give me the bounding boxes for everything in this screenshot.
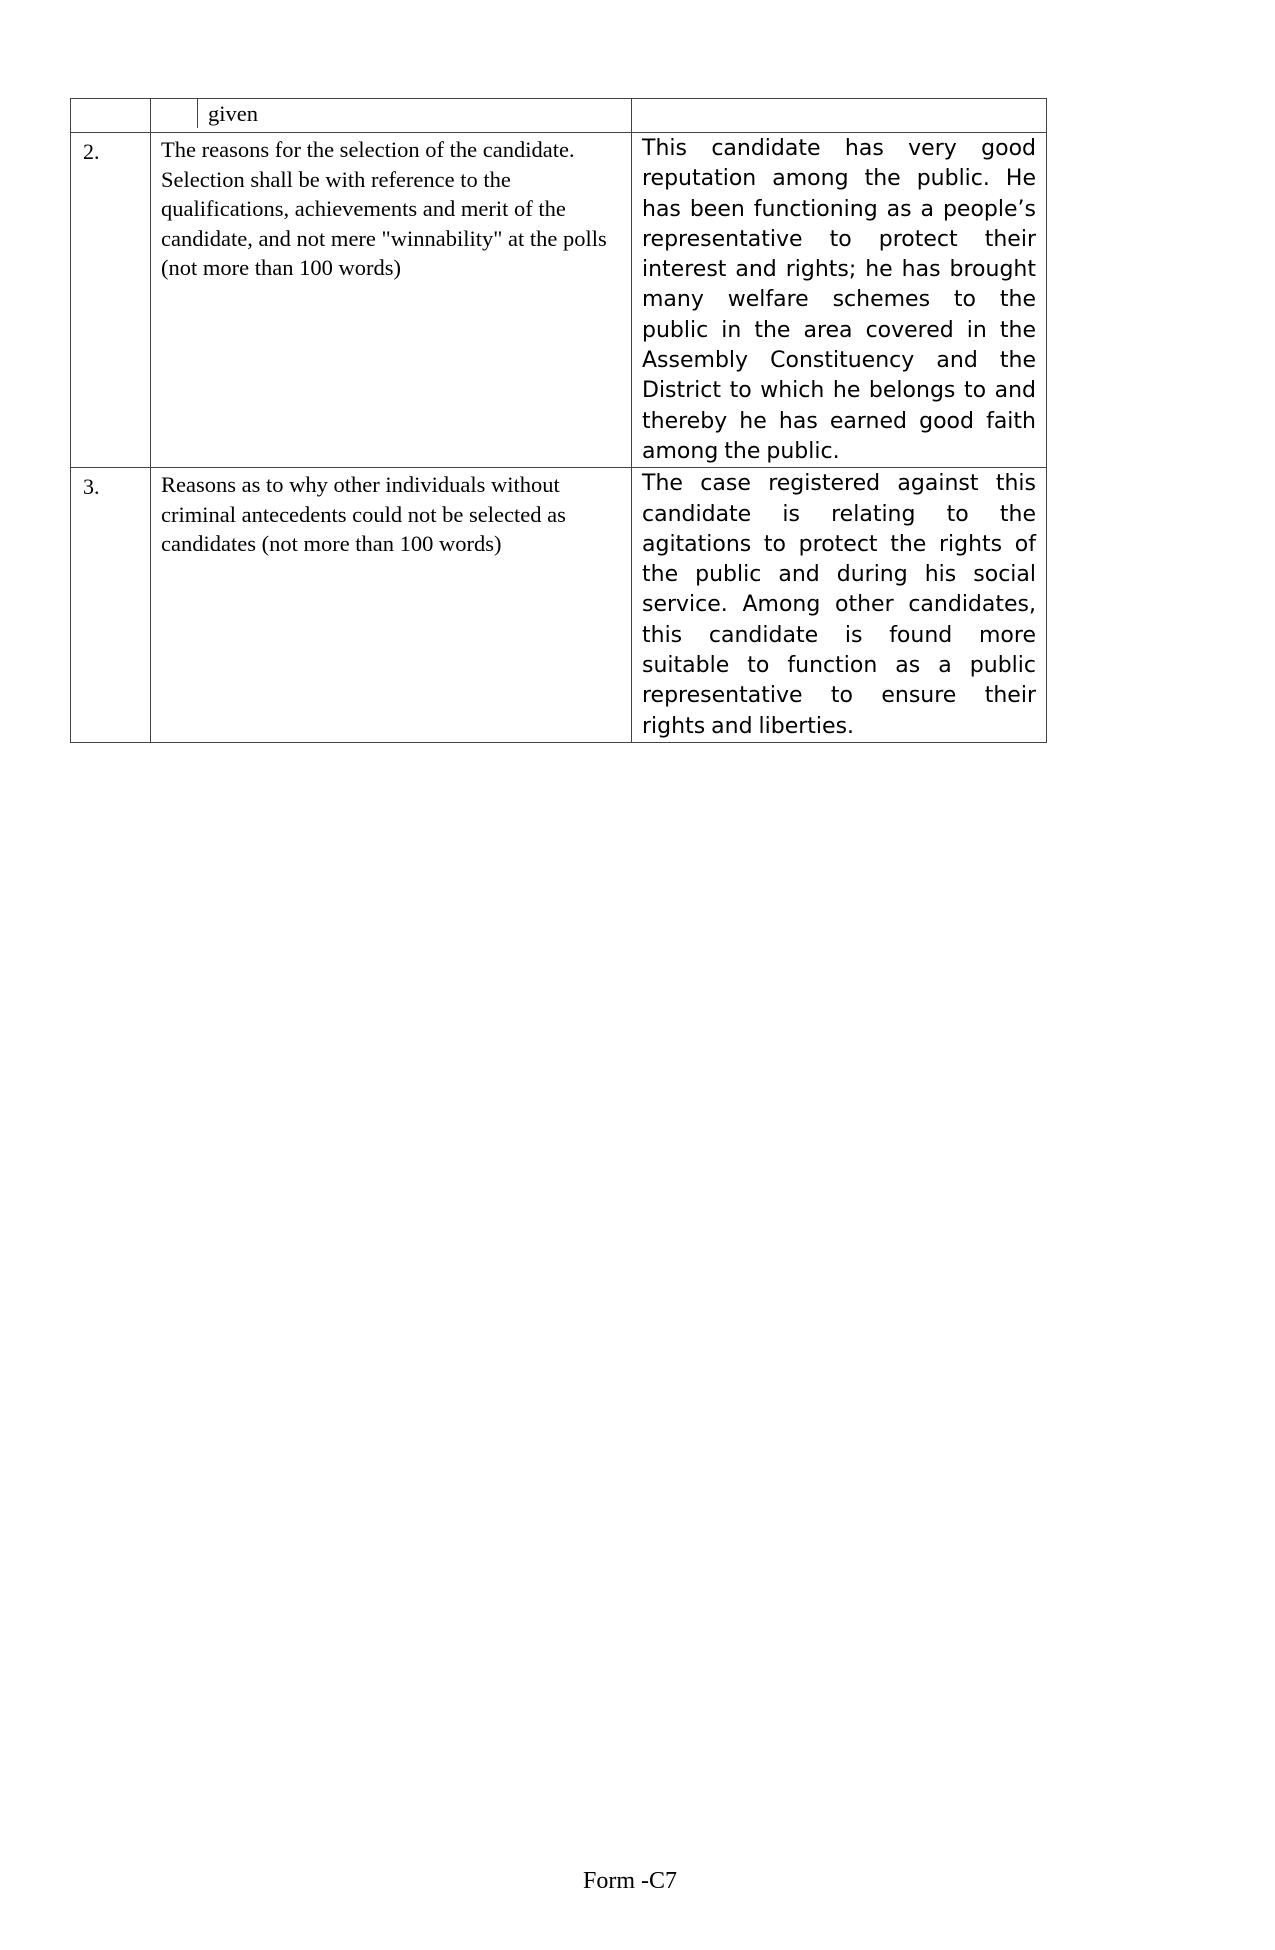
question-description-cell: The reasons for the selection of the candidate. Selection shall be with reference to the qualifications, achievements and merit of the candidate, and not mere "winnability" at the polls (not more than 100 words) bbox=[151, 133, 632, 468]
table-row-2 bbox=[71, 133, 1047, 468]
row-number-cell: 3. bbox=[71, 468, 151, 743]
answer-cell: This candidate has very good reputation among the public. He has been functioning as a people’s representative to protect their interest and rights; he has brought many welfare schemes to the public in the area covered in the Assembly Constituency and the District to which he belongs to and thereby he has earned good faith among the public. bbox=[632, 133, 1047, 468]
form-label: Form -C7 bbox=[582, 1868, 677, 1894]
table-row-continued bbox=[71, 99, 1047, 133]
inner-blank-cell bbox=[151, 99, 198, 128]
answer-cell: The case registered against this candidate is relating to the agitations to protect the rights of the public and during his social service. Among other candidates, this candidate is found more suitable to function as a public representative to ensure their rights and liberties. bbox=[632, 468, 1047, 743]
continued-description-cell bbox=[151, 99, 632, 133]
table-row-3 bbox=[71, 468, 1047, 743]
continued-text: given bbox=[208, 101, 258, 126]
row-number-cell bbox=[71, 99, 151, 133]
candidate-reasons-table bbox=[70, 98, 1047, 743]
answer-cell bbox=[632, 99, 1047, 133]
row-number-cell: 2. bbox=[71, 133, 151, 468]
question-description-cell: Reasons as to why other individuals without criminal antecedents could not be selected as candidates (not more than 100 words) bbox=[151, 468, 632, 743]
